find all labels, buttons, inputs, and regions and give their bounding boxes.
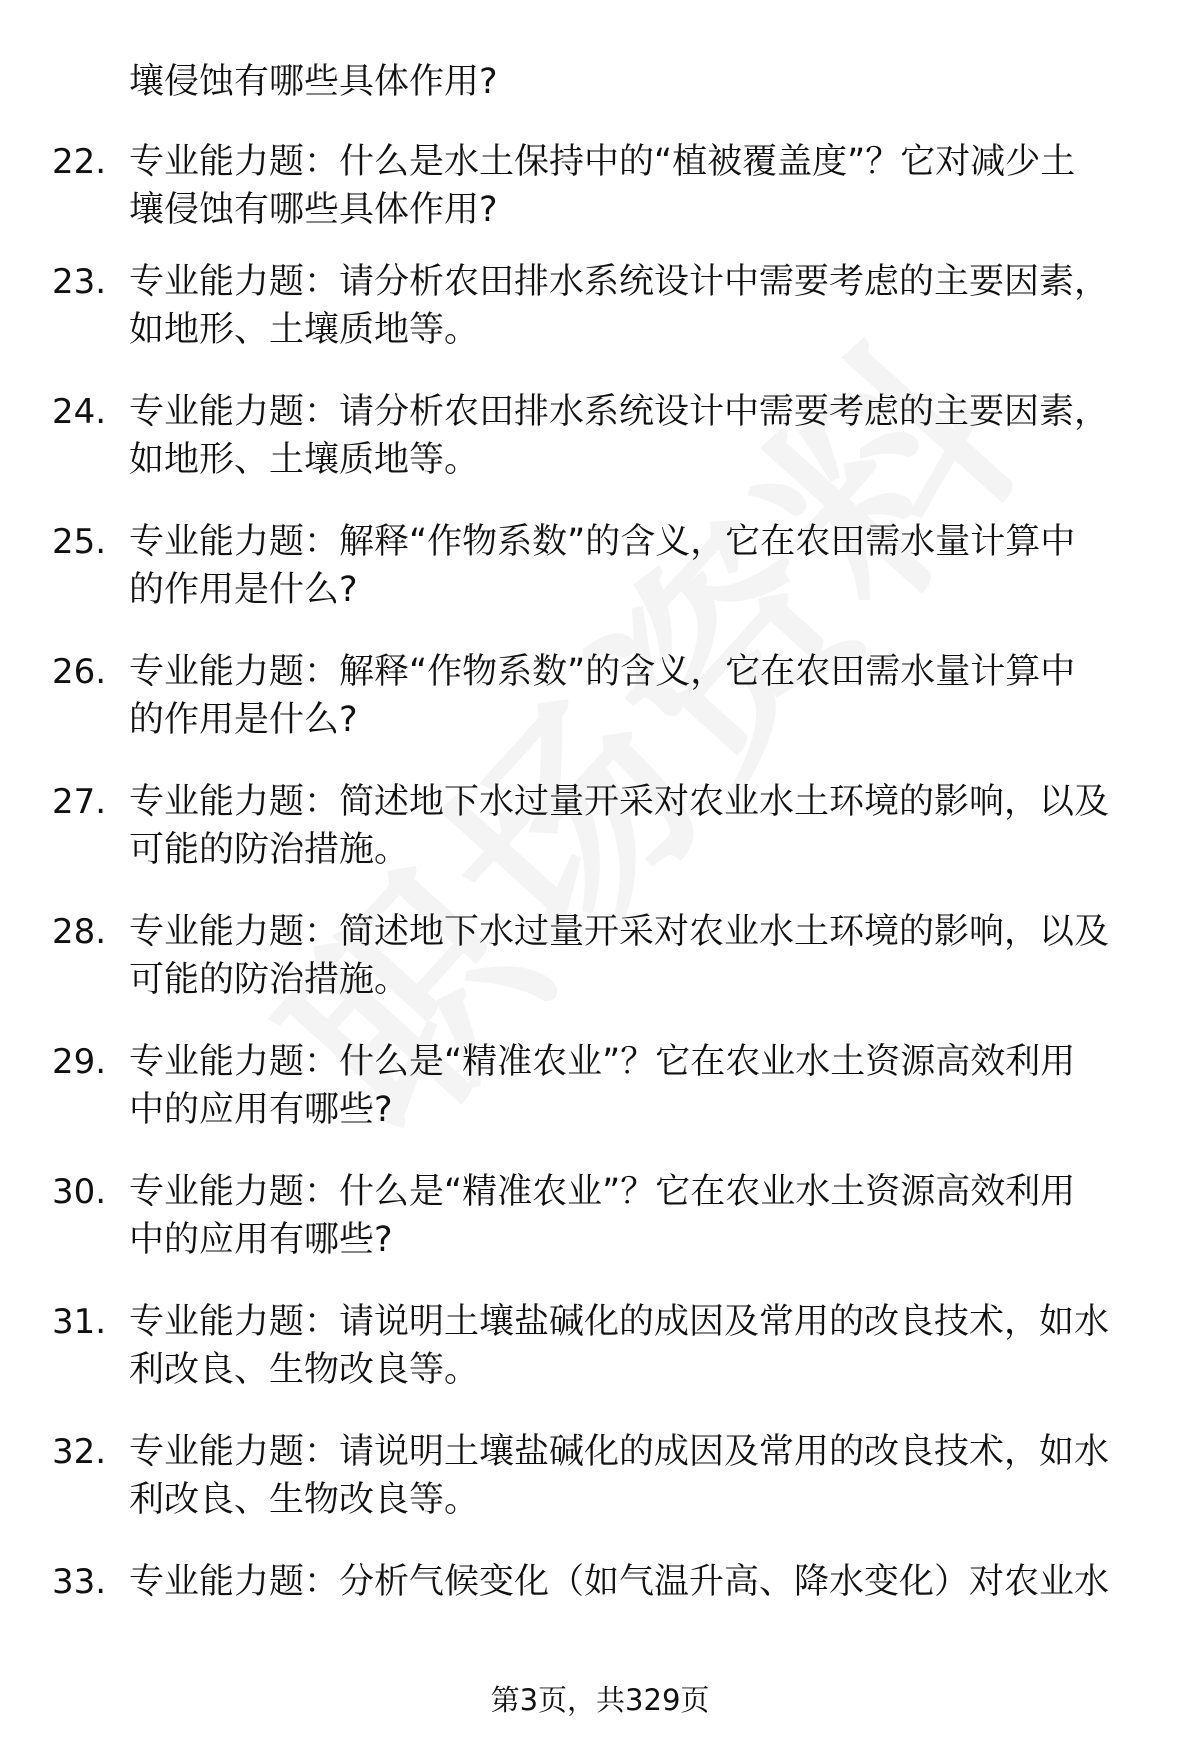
question-text-line: 专业能力题：简述地下水过量开采对农业水土环境的影响，以及 <box>129 912 1110 952</box>
question-text-line: 专业能力题：简述地下水过量开采对农业水土环境的影响，以及 <box>129 782 1110 822</box>
question-item <box>0 388 1200 484</box>
question-text-line: 专业能力题：解释“作物系数”的含义，它在农田需水量计算中 <box>129 522 1076 562</box>
question-item <box>0 778 1200 874</box>
question-number: 26. <box>52 652 107 692</box>
continued-question-text: 壤侵蚀有哪些具体作用? <box>129 62 498 102</box>
question-text-line: 专业能力题：请说明土壤盐碱化的成因及常用的改良技术，如水 <box>129 1302 1110 1342</box>
question-text-line: 专业能力题：请分析农田排水系统设计中需要考虑的主要因素， <box>129 392 1110 432</box>
question-number: 29. <box>52 1042 107 1082</box>
question-number: 23. <box>52 262 107 302</box>
question-item <box>0 1038 1200 1134</box>
question-number: 31. <box>52 1302 107 1342</box>
question-item <box>0 1558 1200 1654</box>
question-text-line: 中的应用有哪些? <box>129 1090 393 1130</box>
question-text-line: 的作用是什么? <box>129 700 358 740</box>
question-text-line: 专业能力题：请说明土壤盐碱化的成因及常用的改良技术，如水 <box>129 1432 1110 1472</box>
question-item <box>0 908 1200 1004</box>
question-number: 28. <box>52 912 107 952</box>
question-text-line: 专业能力题：什么是水土保持中的“植被覆盖度”？它对减少土 <box>129 142 1076 182</box>
question-text-line: 专业能力题：请分析农田排水系统设计中需要考虑的主要因素， <box>129 262 1110 302</box>
question-text-line: 专业能力题：分析气候变化（如气温升高、降水变化）对农业水 <box>129 1562 1110 1602</box>
question-number: 32. <box>52 1432 107 1472</box>
question-number: 30. <box>52 1172 107 1212</box>
question-text-line: 专业能力题：什么是“精准农业”？它在农业水土资源高效利用 <box>129 1172 1076 1212</box>
question-number: 24. <box>52 392 107 432</box>
question-number: 33. <box>52 1562 107 1602</box>
question-item <box>0 1428 1200 1524</box>
question-text-line: 专业能力题：解释“作物系数”的含义，它在农田需水量计算中 <box>129 652 1076 692</box>
question-item <box>0 1298 1200 1394</box>
question-item <box>0 138 1200 234</box>
question-text-line: 的作用是什么? <box>129 570 358 610</box>
question-number: 27. <box>52 782 107 822</box>
question-item <box>0 648 1200 744</box>
question-text-line: 如地形、土壤质地等。 <box>129 310 480 350</box>
question-item <box>0 1168 1200 1264</box>
question-number: 22. <box>52 142 107 182</box>
question-text-line: 利改良、生物改良等。 <box>129 1350 480 1390</box>
question-text-line: 壤侵蚀有哪些具体作用? <box>129 190 498 230</box>
question-text-line: 如地形、土壤质地等。 <box>129 440 480 480</box>
question-text-line: 中的应用有哪些? <box>129 1220 393 1260</box>
question-text-line: 可能的防治措施。 <box>129 830 410 870</box>
question-number: 25. <box>52 522 107 562</box>
question-item <box>0 258 1200 354</box>
question-text-line: 可能的防治措施。 <box>129 960 410 1000</box>
question-item <box>0 518 1200 614</box>
page-footer: 第3页，共329页 <box>490 1683 710 1717</box>
question-text-line: 专业能力题：什么是“精准农业”？它在农业水土资源高效利用 <box>129 1042 1076 1082</box>
question-text-line: 利改良、生物改良等。 <box>129 1480 480 1520</box>
